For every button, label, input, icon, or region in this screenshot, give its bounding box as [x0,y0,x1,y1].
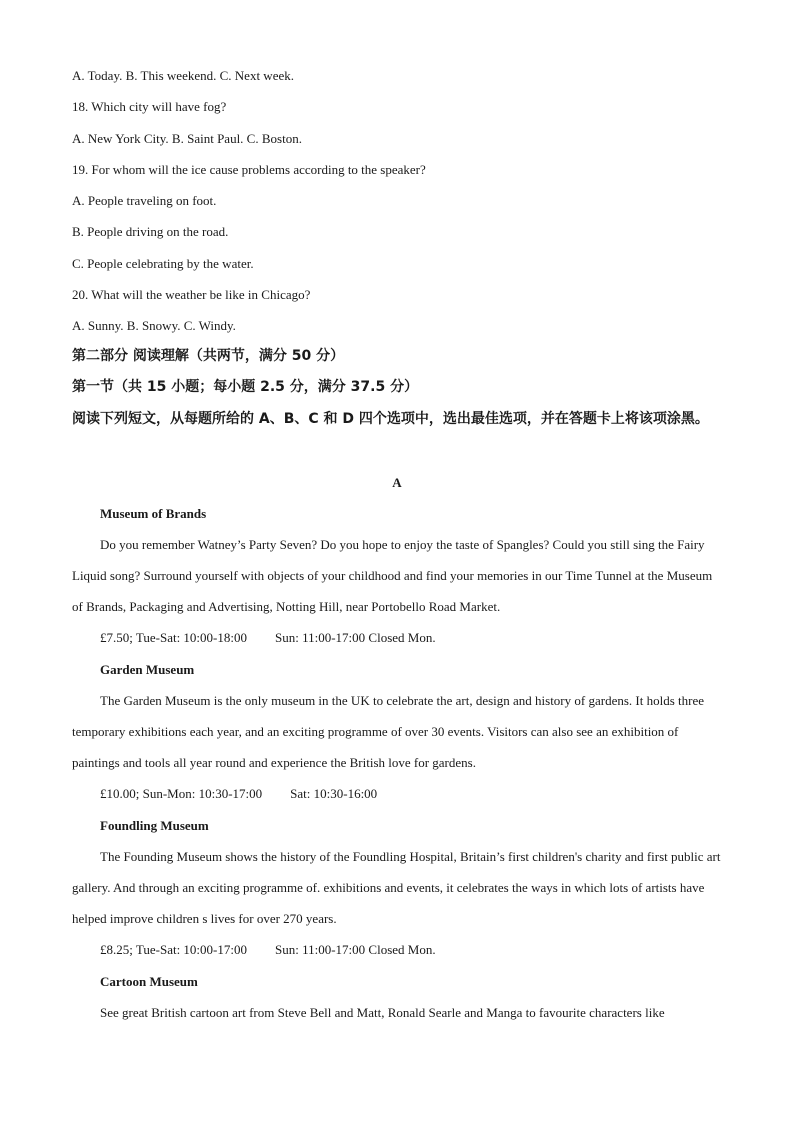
q17-options: A. Today. B. This weekend. C. Next week. [72,68,294,83]
q19-option-a: A. People traveling on foot. [72,193,217,208]
price-hours: £7.50; Tue-Sat: 10:00-18:00 [100,630,247,645]
part-title: 第二部分 阅读理解（共两节，满分 50 分） [72,348,345,364]
q18-question: 18. Which city will have fog? [72,99,227,114]
museum-description: See great British cartoon art from Steve Bell and Matt, Ronald Searle and Manga to favourite characters like [100,1005,665,1020]
museum-hours [100,786,722,802]
price-hours: £10.00; Sun-Mon: 10:30-17:00 [100,786,263,801]
museum-hours [100,942,722,958]
instructions: 阅读下列短文，从每题所给的 A、B、C 和 D 四个选项中，选出最佳选项，并在答题卡上将该项涂黑。 [72,411,709,427]
museum-description: The Garden Museum is the only museum in the UK to celebrate the art, design and history of gardens. It holds three temporary exhibitions each year, and an exciting programme of over 30 events. Visitors can also see an exhibition of paintings and tools all year round and experience the British love for gardens. [72,693,704,771]
extra-hours: Sat: 10:30-16:00 [290,786,378,801]
q19-question: 19. For whom will the ice cause problems according to the speaker? [72,162,426,177]
museum-title: Museum of Brands [100,506,207,521]
museum-description: Do you remember Watney’s Party Seven? Do you hope to enjoy the taste of Spangles? Could you still sing the Fairy Liquid song? Surround yourself with objects of your childhood and find your memories in our Time Tunnel at the Museum of Brands, Packaging and Advertising, Notting Hill, near Portobello Road Market. [72,537,713,615]
q19-option-b: B. People driving on the road. [72,224,229,239]
q20-question: 20. What will the weather be like in Chicago? [72,287,311,302]
q20-options: A. Sunny. B. Snowy. C. Windy. [72,318,236,333]
price-hours: £8.25; Tue-Sat: 10:00-17:00 [100,942,247,957]
museum-title: Foundling Museum [100,818,209,833]
museum-title: Cartoon Museum [100,974,198,989]
q18-options: A. New York City. B. Saint Paul. C. Boston. [72,131,302,146]
museum-description: The Founding Museum shows the history of the Foundling Hospital, Britain’s first children's charity and first public art gallery. And through an exciting programme of. exhibitions and events, it celebrates the ways in which lots of artists have helped improve children s lives for over 270 years. [72,849,721,927]
extra-hours: Sun: 11:00-17:00 Closed Mon. [275,630,436,645]
museum-hours [100,630,722,646]
museum-title: Garden Museum [100,662,195,677]
subsection-title: 第一节（共 15 小题；每小题 2.5 分，满分 37.5 分） [72,379,419,395]
q19-option-c: C. People celebrating by the water. [72,256,254,271]
extra-hours: Sun: 11:00-17:00 Closed Mon. [275,942,436,957]
passage-label: A [392,475,402,490]
